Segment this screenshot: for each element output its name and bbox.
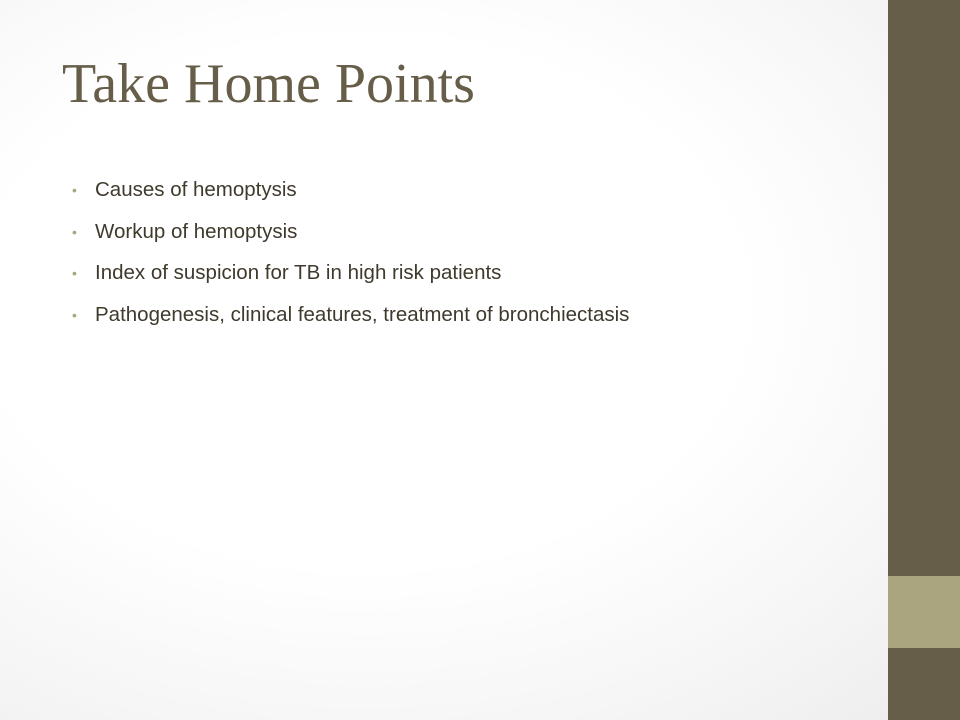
bullet-text: Workup of hemoptysis bbox=[95, 219, 298, 243]
bullet-dot-icon: • bbox=[72, 182, 77, 198]
bullet-item bbox=[72, 301, 629, 329]
bullet-text: Causes of hemoptysis bbox=[95, 178, 297, 201]
bullet-list bbox=[72, 176, 629, 342]
bullet-text: Index of suspicion for TB in high risk patients bbox=[95, 261, 502, 284]
bullet-item bbox=[72, 259, 629, 287]
bullet-dot-icon: • bbox=[72, 223, 77, 240]
bullet-item bbox=[72, 218, 629, 246]
bullet-dot-icon: • bbox=[72, 265, 77, 281]
sidebar-accent-block bbox=[888, 576, 960, 648]
slide-title: Take Home Points bbox=[62, 53, 475, 115]
bullet-text: Pathogenesis, clinical features, treatment of bronchiectasis bbox=[95, 302, 630, 326]
bullet-dot-icon: • bbox=[72, 306, 77, 323]
bullet-item bbox=[72, 176, 629, 204]
